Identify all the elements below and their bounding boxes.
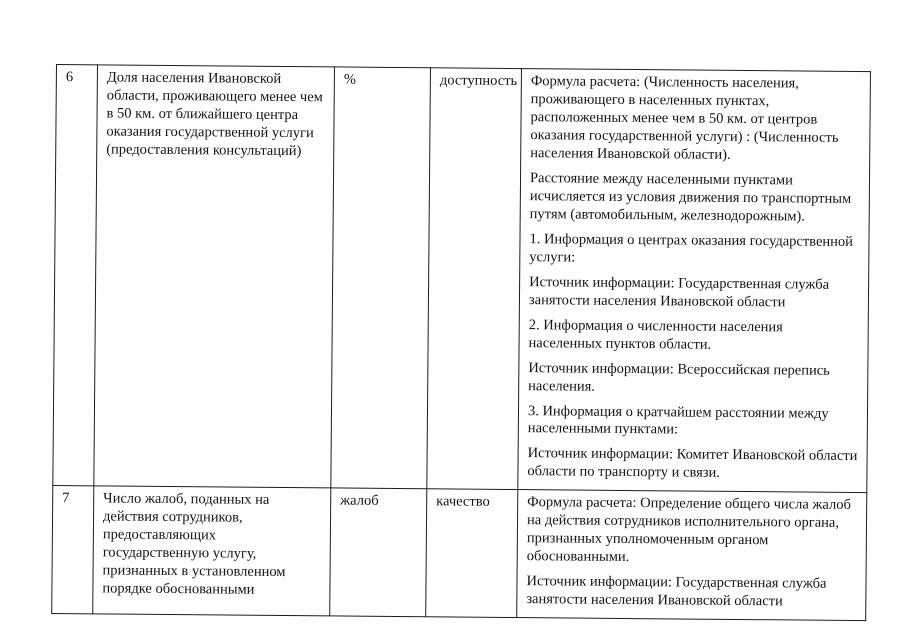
- row-number: 6: [65, 69, 74, 86]
- formula-paragraph: 3. Информация о кратчайшем расстоянии между населенными пунктами:: [527, 402, 829, 438]
- category-text: доступность: [439, 72, 518, 90]
- row-number-cell: [53, 65, 98, 487]
- category-cell: [427, 68, 522, 490]
- formula-cell: [517, 490, 867, 621]
- indicator-cell: [93, 486, 331, 616]
- indicator-text: Число жалоб, поданных на действия сотрудников, предоставляющих государственную услугу, признанных в установленном порядке обоснованными: [102, 490, 286, 598]
- category-cell: [426, 489, 518, 618]
- formula-paragraph: Источник информации: Комитет Ивановской области области по транспорту и связи.: [527, 445, 858, 482]
- row-number-cell: [52, 486, 94, 614]
- unit-cell: [331, 67, 431, 489]
- table-row: [52, 486, 867, 621]
- category-text: качество: [436, 493, 490, 511]
- formula-paragraph: Источник информации: Государственная служба занятости населения Ивановской области: [528, 273, 830, 311]
- unit-text: жалоб: [340, 492, 379, 510]
- formula-cell: [518, 69, 871, 493]
- indicators-table: [51, 64, 871, 621]
- table-row: [53, 65, 871, 493]
- formula-paragraph: Формула расчета: (Численность населения, проживающего в населенных пунктах, расположенных менее чем в 50 км. от центров оказания государственной услуги) : (Численность населения Ивановской области).: [530, 73, 839, 163]
- formula-paragraph: 1. Информация о центрах оказания государственной услуги:: [529, 230, 854, 266]
- document-sheet: [51, 64, 858, 621]
- row-number: 7: [62, 490, 70, 507]
- formula-text: [526, 495, 857, 613]
- formula-paragraph: 2. Информация о численности населения населенных пунктов области.: [528, 316, 783, 353]
- formula-paragraph: Источник информации: Всероссийская перепись населения.: [528, 359, 830, 395]
- formula-text: [527, 73, 861, 484]
- unit-cell: [330, 488, 427, 617]
- formula-paragraph: Формула расчета: Определение общего числа жалоб на действия сотрудников исполнительного органа, признанных уполномоченным органом обоснованными.: [526, 494, 851, 566]
- formula-paragraph: Источник информации: Государственная служба занятости населения Ивановской области: [526, 573, 827, 610]
- indicator-text: Доля населения Ивановской области, проживающего менее чем в 50 км. от ближайшего центра оказания государственной услуги (предоставления консультаций): [106, 69, 323, 160]
- formula-paragraph: Расстояние между населенными пунктами исчисляется из условия движения по транспортным путям (автомобильным, железнодорожным).: [529, 169, 852, 225]
- indicator-cell: [94, 65, 335, 488]
- unit-text: %: [343, 71, 357, 88]
